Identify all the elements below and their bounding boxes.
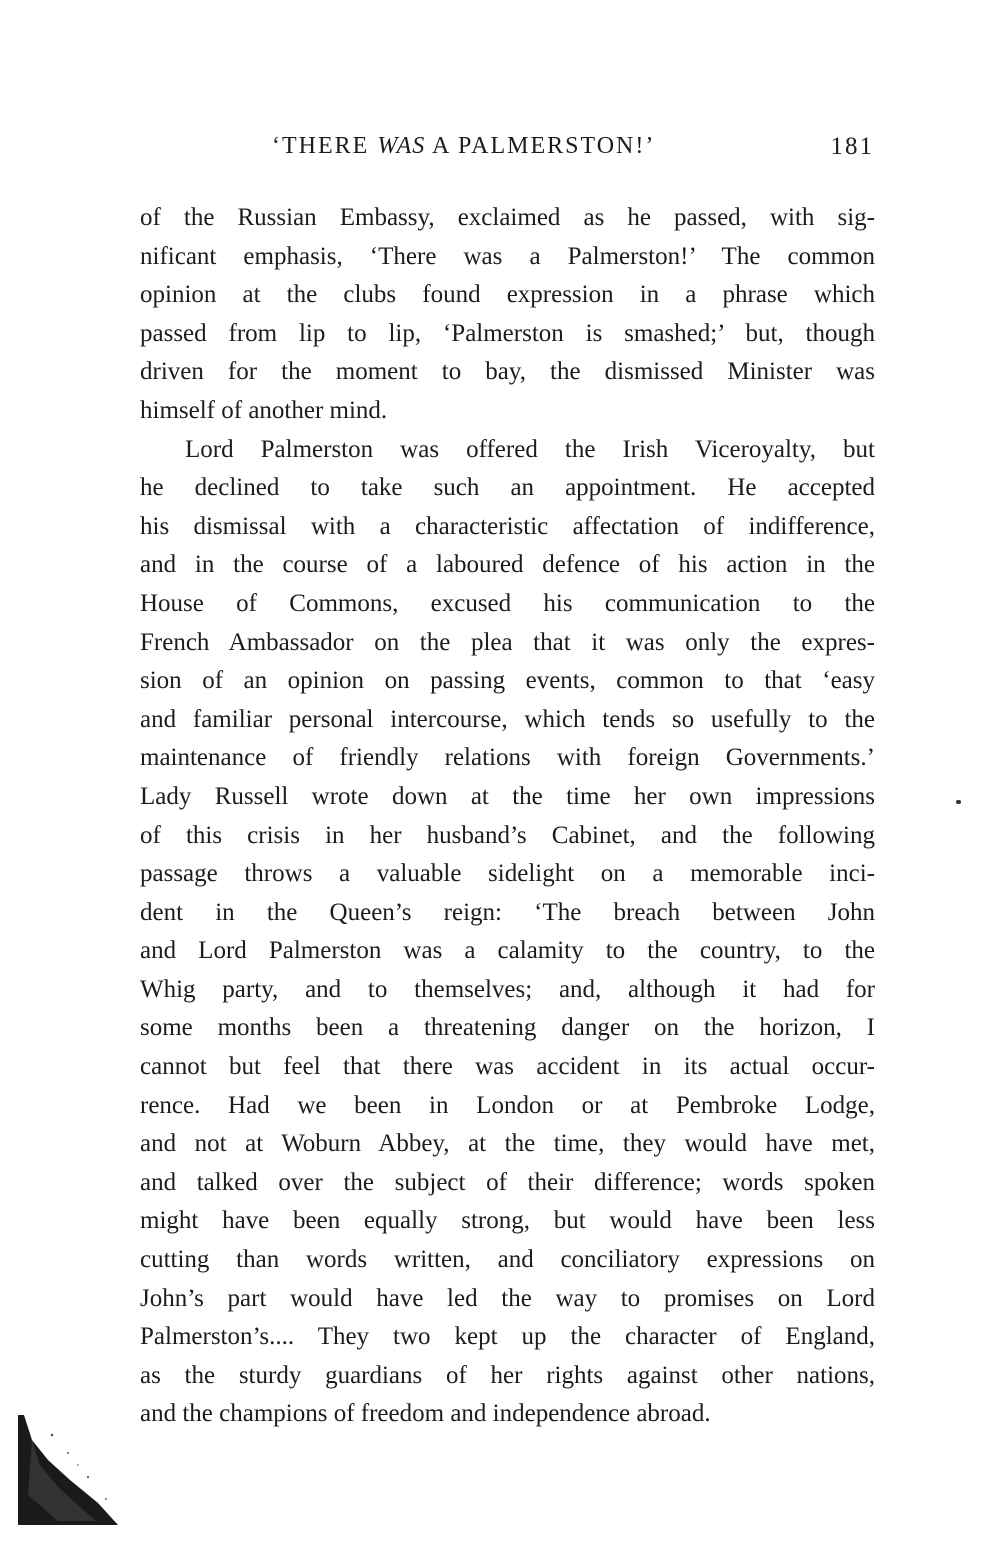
text-line: cutting than words written, and conciliatory expressions on: [140, 1246, 875, 1274]
running-title-italic: WAS: [377, 133, 426, 159]
text-line: might have been equally strong, but would have been less: [140, 1207, 875, 1235]
text-line: himself of another mind.: [140, 396, 388, 424]
text-line: maintenance of friendly relations with foreign Governments.’: [140, 744, 875, 772]
text-line: Lady Russell wrote down at the time her own impressions: [140, 782, 875, 810]
text-line: passage throws a valuable sidelight on a memorable inci-: [140, 860, 875, 888]
text-line: rence. Had we been in London or at Pembroke Lodge,: [140, 1091, 875, 1119]
text-line: his dismissal with a characteristic affectation of indifference,: [140, 512, 875, 540]
body-text: [140, 199, 875, 1434]
text-line: and in the course of a laboured defence of his action in the: [140, 551, 875, 579]
page-edge-shadow: [18, 1415, 118, 1525]
paragraph: [140, 431, 875, 1434]
text-line: of this crisis in her husband’s Cabinet, and the following: [140, 821, 875, 849]
text-line: and talked over the subject of their difference; words spoken: [140, 1168, 875, 1196]
text-line: sion of an opinion on passing events, common to that ‘easy: [140, 667, 875, 695]
text-line: and not at Woburn Abbey, at the time, they would have met,: [140, 1130, 875, 1158]
text-line: opinion at the clubs found expression in a phrase which: [140, 281, 875, 309]
running-title-part: A PALMERSTON!’: [425, 133, 656, 159]
text-line: Whig party, and to themselves; and, although it had for: [140, 975, 875, 1003]
page-number: 181: [830, 133, 874, 160]
text-line: and the champions of freedom and independence abroad.: [140, 1400, 711, 1428]
text-line: and Lord Palmerston was a calamity to the country, to the: [140, 937, 875, 965]
text-line: Lord Palmerston was offered the Irish Viceroyalty, but: [185, 435, 875, 463]
text-line: of the Russian Embassy, exclaimed as he passed, with sig-: [140, 204, 875, 231]
text-line: passed from lip to lip, ‘Palmerston is smashed;’ but, though: [140, 319, 875, 347]
text-line: driven for the moment to bay, the dismissed Minister was: [140, 358, 875, 386]
text-line: he declined to take such an appointment. He accepted: [140, 474, 875, 502]
text-line: dent in the Queen’s reign: ‘The breach between John: [140, 898, 875, 926]
text-line: House of Commons, excused his communication to the: [140, 589, 875, 617]
text-line: as the sturdy guardians of her rights against other nations,: [140, 1361, 875, 1389]
text-line: nificant emphasis, ‘There was a Palmerston!’ The common: [140, 242, 875, 270]
text-line: and familiar personal intercourse, which tends so usefully to the: [140, 705, 875, 733]
text-line: Palmerston’s.... They two kept up the character of England,: [140, 1323, 875, 1351]
paragraph: [140, 199, 875, 431]
running-head: [140, 133, 880, 169]
text-line: some months been a threatening danger on the horizon, I: [140, 1014, 875, 1042]
running-title-part: ‘THERE: [272, 133, 378, 159]
ink-speck: [956, 800, 961, 804]
text-line: cannot but feel that there was accident in its actual occur-: [140, 1053, 875, 1081]
text-line: French Ambassador on the plea that it was only the expres-: [140, 628, 875, 656]
running-title: [272, 133, 655, 160]
text-line: John’s part would have led the way to promises on Lord: [140, 1284, 875, 1312]
